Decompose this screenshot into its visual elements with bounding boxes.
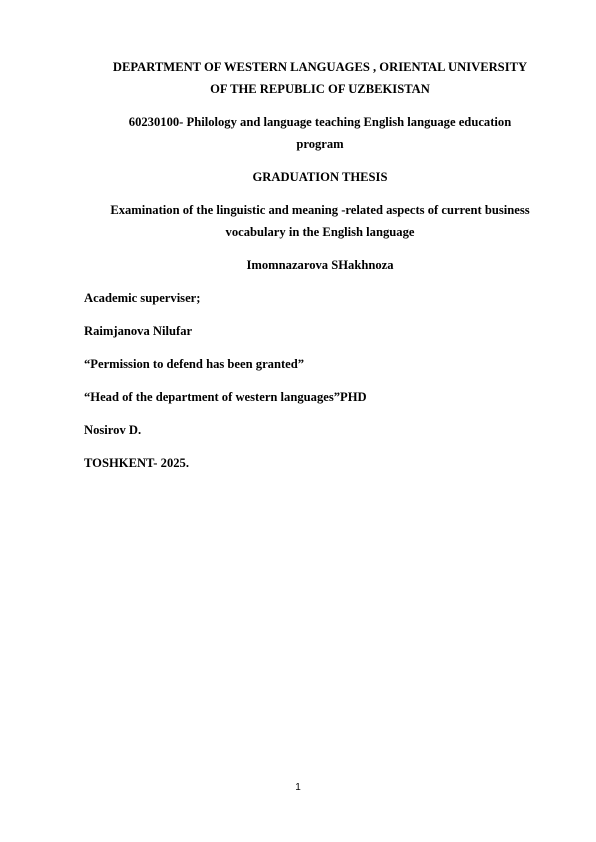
thesis-title-line-1: Examination of the linguistic and meaning -related aspects of current business (110, 203, 530, 217)
program-line-1: 60230100- Philology and language teaching English language education (128, 115, 512, 129)
supervisor-label: Academic superviser; (84, 291, 201, 305)
department-head-label: “Head of the department of western languages”PHD (84, 390, 367, 404)
thesis-type: GRADUATION THESIS (252, 170, 388, 184)
department-head-name: Nosirov D. (84, 423, 142, 437)
supervisor-name: Raimjanova Nilufar (84, 324, 193, 338)
department-heading-line-1: DEPARTMENT OF WESTERN LANGUAGES , ORIENTAL UNIVERSITY (112, 60, 528, 74)
author-name: Imomnazarova SHakhnoza (246, 258, 394, 272)
page-number: 1 (295, 782, 301, 793)
department-heading-line-2: OF THE REPUBLIC OF UZBEKISTAN (210, 82, 430, 96)
permission-statement: “Permission to defend has been granted” (84, 357, 305, 371)
place-and-year: TOSHKENT- 2025. (84, 456, 189, 470)
program-line-2: program (296, 137, 344, 151)
thesis-title-line-2: vocabulary in the English language (225, 225, 415, 239)
title-page-content (84, 56, 556, 474)
